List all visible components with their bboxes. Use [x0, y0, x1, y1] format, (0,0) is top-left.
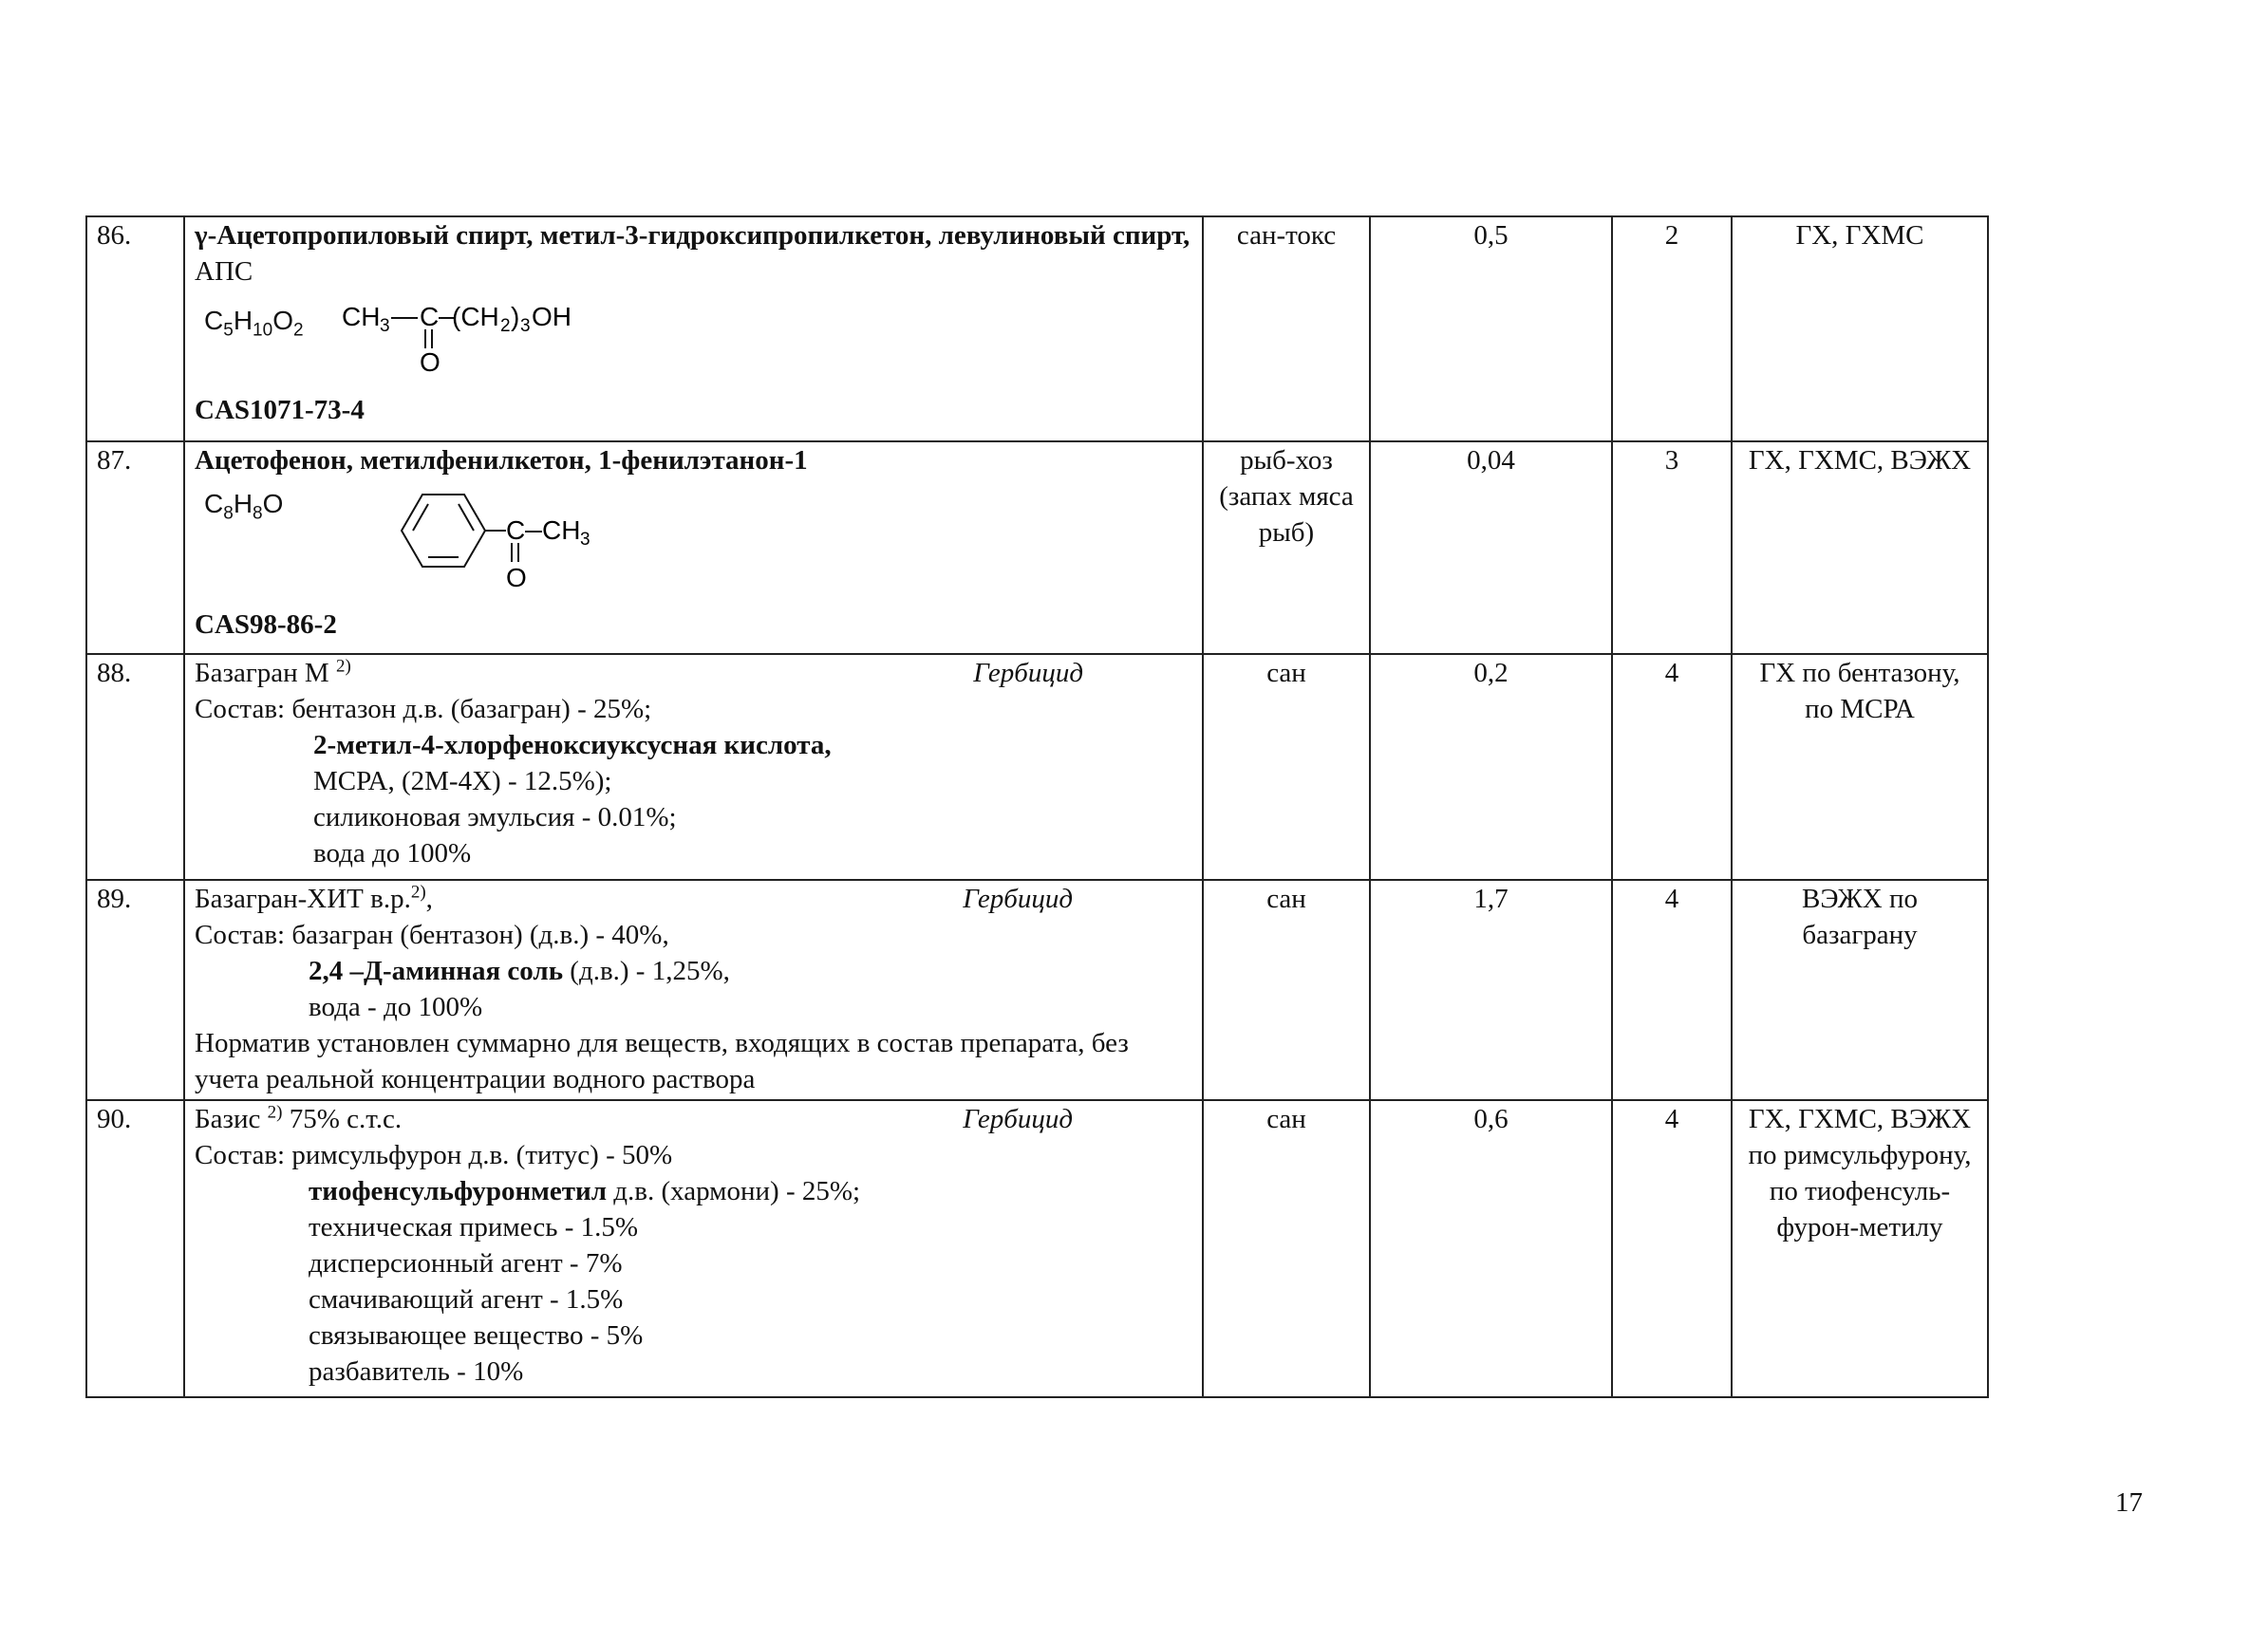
row-number: 87. — [86, 441, 184, 654]
svg-text:3: 3 — [580, 530, 590, 550]
analysis-method: ГХ, ГХМС, ВЭЖХ — [1732, 441, 1988, 654]
page-number: 17 — [2115, 1487, 2143, 1518]
composition-line: смачивающий агент - 1.5% — [309, 1284, 624, 1315]
composition-label: Состав: — [195, 1140, 286, 1170]
hazard-class: 2 — [1612, 216, 1732, 441]
substance-header — [195, 1101, 1073, 1137]
substance-cell — [184, 1100, 1203, 1397]
hazard-indicator: сан — [1203, 1100, 1370, 1397]
substance-title: Ацетофенон, метилфенилкетон, 1-фенилэтанон-1 — [195, 445, 808, 476]
composition-label: Состав: — [195, 694, 286, 724]
hazard-class: 3 — [1612, 441, 1732, 654]
row-number: 88. — [86, 654, 184, 880]
row-number: 90. — [86, 1100, 184, 1397]
substance-title: γ-Ацетопропиловый спирт, метил-3-гидроксипропилкетон, левулиновый спирт, — [195, 220, 1190, 251]
composition-line: техническая примесь - 1.5% — [309, 1212, 639, 1242]
table-row — [86, 216, 1988, 441]
svg-text:CH: CH — [341, 302, 380, 331]
substance-cell — [184, 880, 1203, 1100]
composition-line: вода - до 100% — [309, 992, 483, 1022]
cas-number: CAS98-86-2 — [195, 609, 337, 640]
composition-line: 2-метил-4-хлорфеноксиуксусная кислота, — [313, 730, 832, 760]
category-label: Гербицид — [963, 1104, 1073, 1134]
svg-text:): ) — [510, 302, 519, 331]
cas-number: CAS1071-73-4 — [195, 395, 365, 425]
brutto-formula: $C_5H_{10}O_2$ — [204, 306, 304, 341]
structural-formula-diagram — [342, 290, 655, 375]
svg-text:3: 3 — [519, 316, 531, 336]
composition-line: вода до 100% — [313, 838, 472, 869]
hazard-indicator: сан — [1203, 880, 1370, 1100]
svg-text:O: O — [419, 347, 440, 375]
hazard-indicator: сан — [1203, 654, 1370, 880]
composition-line: римсульфурон д.в. (титус) - 50% — [285, 1140, 673, 1170]
category-label: Гербицид — [973, 658, 1083, 688]
footnote-ref: 2) — [335, 656, 351, 677]
svg-text:OH: OH — [531, 302, 572, 331]
composition-line: 2,4 –Д-аминная соль — [309, 956, 564, 986]
analysis-method: ГХ, ГХМС — [1732, 216, 1988, 441]
footnote-ref: 2) — [267, 1102, 283, 1123]
svg-text:2: 2 — [499, 316, 511, 336]
norm-value: 0,6 — [1370, 1100, 1612, 1397]
composition-line: МСРА, (2М-4Х) - 12.5%); — [313, 766, 612, 796]
composition-line: д.в. (хармони) - 25%; — [607, 1176, 861, 1206]
table-row — [86, 1100, 1988, 1397]
composition-line: разбавитель - 10% — [309, 1356, 524, 1387]
substance-title-extra: АПС — [195, 256, 253, 287]
composition-line: силиконовая эмульсия - 0.01%; — [313, 802, 677, 832]
composition-line: (д.в.) - 1,25%, — [563, 956, 730, 986]
hazard-class: 4 — [1612, 654, 1732, 880]
substance-name: Базагран М — [195, 658, 329, 688]
norm-value: 0,2 — [1370, 654, 1612, 880]
svg-text:C: C — [506, 515, 526, 545]
substance-header — [195, 881, 1073, 917]
composition-label: Состав: — [195, 920, 286, 950]
norm-value: 0,04 — [1370, 441, 1612, 654]
substance-header — [195, 655, 1083, 691]
hazard-class: 4 — [1612, 880, 1732, 1100]
composition-line: связывающее вещество - 5% — [309, 1320, 644, 1351]
hazard-indicator: сан-токс — [1203, 216, 1370, 441]
substance-name-tail: 75% с.т.с. — [282, 1104, 403, 1134]
analysis-method: ВЭЖХ по базаграну — [1732, 880, 1988, 1100]
svg-text:(CH: (CH — [451, 302, 499, 331]
brutto-formula: $C_8H_8O$ — [204, 489, 284, 524]
category-label: Гербицид — [963, 884, 1073, 914]
substance-cell — [184, 441, 1203, 654]
substance-name: Базагран-ХИТ в.р. — [195, 884, 411, 914]
hazard-class: 4 — [1612, 1100, 1732, 1397]
table-row — [86, 441, 1988, 654]
chemical-formula — [195, 478, 1192, 607]
norm-value: 0,5 — [1370, 216, 1612, 441]
substances-table — [85, 215, 1989, 1398]
substance-name-tail: , — [425, 884, 433, 914]
svg-text:O: O — [506, 563, 528, 592]
composition-line: бентазон д.в. (базагран) - 25%; — [285, 694, 652, 724]
svg-text:C: C — [419, 302, 439, 331]
row-number: 86. — [86, 216, 184, 441]
footnote-ref: 2) — [410, 882, 426, 903]
chemical-formula — [195, 290, 1192, 392]
norm-value: 1,7 — [1370, 880, 1612, 1100]
note-text: Норматив установлен суммарно для веществ, входящих в состав препарата, без учета реальной концентрации водного раствора — [195, 1028, 1129, 1094]
svg-text:CH: CH — [542, 515, 581, 545]
substance-name: Базис — [195, 1104, 261, 1134]
composition-line: тиофенсульфуронметил — [309, 1176, 608, 1206]
benzene-ring-diagram — [373, 478, 620, 602]
composition-line: базагран (бентазон) (д.в.) - 40%, — [285, 920, 669, 950]
table-row — [86, 880, 1988, 1100]
table-row — [86, 654, 1988, 880]
analysis-method: ГХ по бентазону, по МСРА — [1732, 654, 1988, 880]
composition-line: дисперсионный агент - 7% — [309, 1248, 623, 1279]
substance-cell — [184, 216, 1203, 441]
hazard-indicator: рыб-хоз (запах мяса рыб) — [1203, 441, 1370, 654]
row-number: 89. — [86, 880, 184, 1100]
svg-text:3: 3 — [379, 316, 390, 336]
analysis-method: ГХ, ГХМС, ВЭЖХ по римсульфурону, по тиофенсуль-фурон-метилу — [1732, 1100, 1988, 1397]
substance-cell — [184, 654, 1203, 880]
